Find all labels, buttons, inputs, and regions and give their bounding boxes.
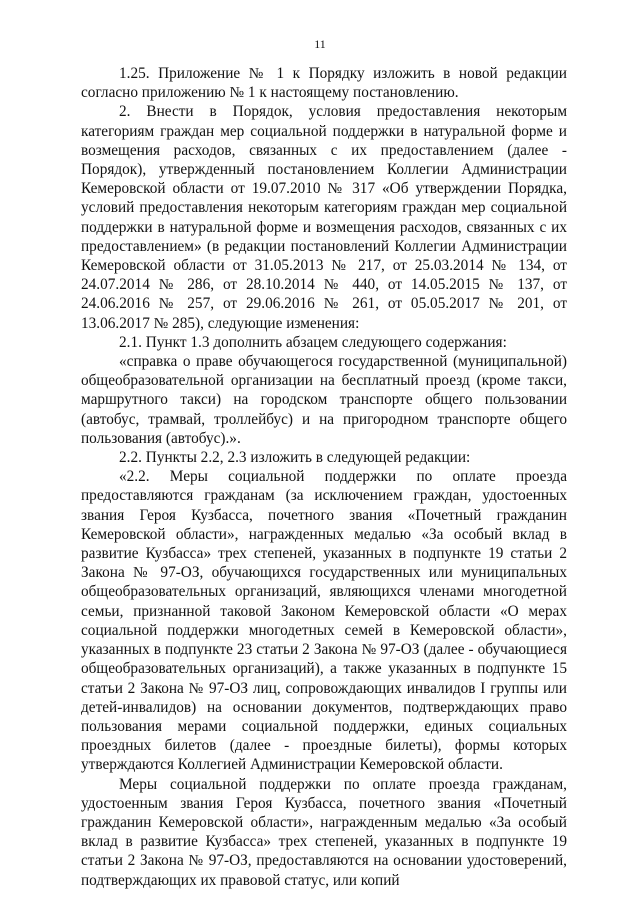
- page-number: 11: [314, 37, 326, 51]
- document-body: [81, 64, 567, 890]
- paragraph-1-25: 1.25. Приложение № 1 к Порядку изложить в новой редакции согласно приложению № 1 к настоящему постановлению.: [81, 65, 567, 102]
- paragraph-2-1: 2.1. Пункт 1.3 дополнить абзацем следующего содержания:: [119, 333, 507, 351]
- paragraph-2-1-quote: «справка о праве обучающегося государственной (муниципальной) общеобразовательной организации на бесплатный проезд (кроме такси, маршрутного такси) на городском транспорте общего пользовании (автобус, трамвай, троллейбус) и на пригородном транспорте общего пользования (автобус).».: [81, 353, 567, 447]
- paragraph-2: 2. Внести в Порядок, условия предоставления некоторым категориям граждан мер социальной поддержки в натуральной форме и возмещения расходов, связанных с их предоставлением (далее - Порядок), утвержденный постановлением Коллегии Администрации Кемеровской области от 19.07.2010 № 317 «Об утверждении Порядка, условий предоставления некоторым категориям граждан мер социальной поддержки в натуральной форме и возмещения расходов, связанных с их предоставлением» (в редакции постановлений Коллегии Администрации Кемеровской области от 31.05.2013 № 217, от 25.03.2014 № 134, от 24.07.2014 № 286, от 28.10.2014 № 440, от 14.05.2015 № 137, от 24.06.2016 № 257, от 29.06.2016 № 261, от 05.05.2017 № 201, от 13.06.2017 № 285), следующие изменения:: [81, 103, 567, 332]
- paragraph-measures: Меры социальной поддержки по оплате проезда гражданам, удостоенным звания Героя Кузбасса, почетного звания «Почетный гражданин Кемеровской области», награжденным медалью «За особый вклад в развитие Кузбасса» трех степеней, указанных в подпункте 19 статьи 2 Закона № 97-ОЗ, предоставляются на основании удостоверений, подтверждающих их правовой статус, или копий: [81, 775, 567, 889]
- paragraph-2-2-quote: «2.2. Меры социальной поддержки по оплате проезда предоставляются гражданам (за исключением граждан, удостоенных звания Героя Кузбасса, почетного звания «Почетный гражданин Кемеровской области», награжденных медалью «За особый вклад в развитие Кузбасса» трех степеней, указанных в подпункте 19 статьи 2 Закона № 97-ОЗ, обучающихся государственных или муниципальных общеобразовательных организаций, являющихся членами многодетной семьи, признанной таковой Законом Кемеровской области «О мерах социальной поддержки многодетных семей в Кемеровской области», указанных в подпункте 23 статьи 2 Закона № 97-ОЗ (далее - обучающиеся общеобразовательных организаций), а также указанных в подпункте 15 статьи 2 Закона № 97-ОЗ лиц, сопровождающих инвалидов I группы или детей-инвалидов) на основании документов, подтверждающих право пользования мерами социальной поддержки, единых социальных проездных билетов (далее - проездные билеты), формы которых утверждаются Коллегией Администрации Кемеровской области.: [81, 468, 567, 774]
- paragraph-2-2: 2.2. Пункты 2.2, 2.3 изложить в следующей редакции:: [119, 449, 471, 467]
